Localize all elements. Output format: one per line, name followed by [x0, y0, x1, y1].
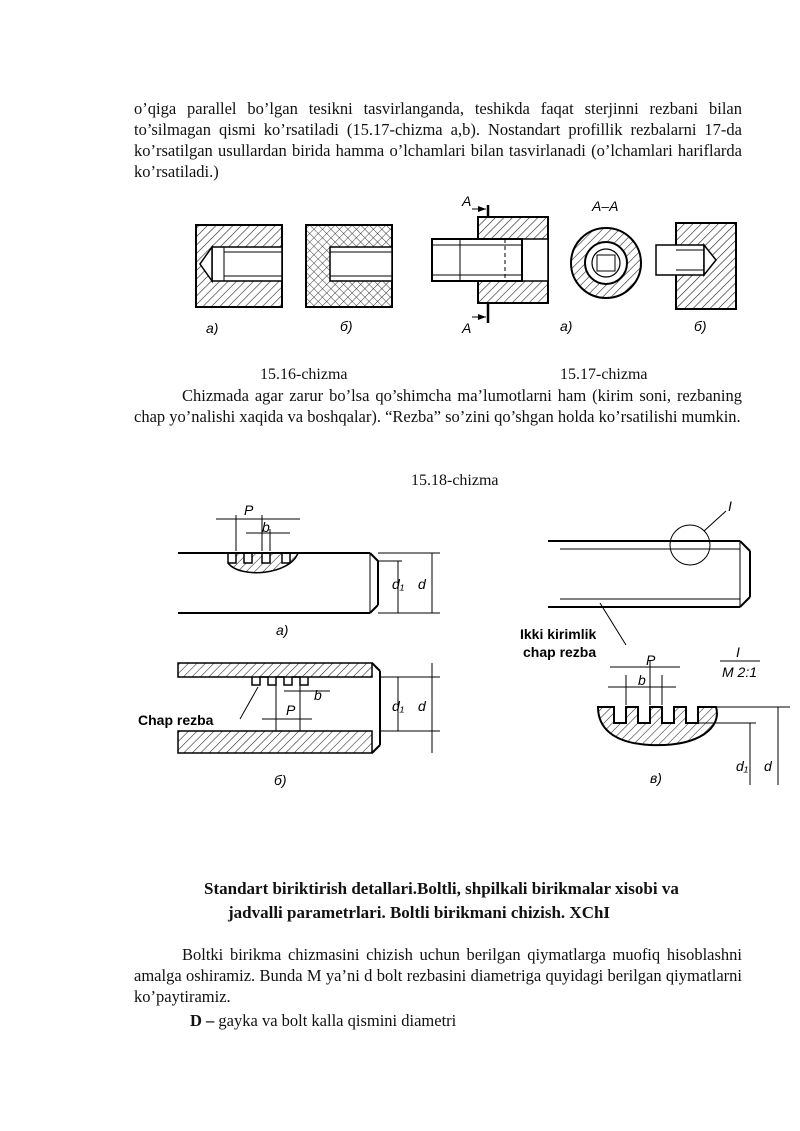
paragraph-3: Boltki birikma chizmasini chizish uchun berilgan qiymatlarga muofiq hisoblashni amalga oshiramiz. Bunda M ya’ni d bolt rezbasini diametriga quyidagi berilgan qiymatlarni ko’paytiramiz.: [134, 945, 742, 1006]
paragraph-4: [134, 1010, 742, 1031]
label-b-1: б): [340, 318, 353, 334]
caption-15-17: 15.17-chizma: [560, 366, 648, 383]
paragraph-2: Chizmada agar zarur bo’lsa qo’shimcha ma’lumotlarni ham (kirim soni, rezbaning chap yo’nalishi xaqida va boshqalar). “Rezba” so’zini qo’shgan holda ko’rsatilishi mumkin.: [134, 386, 742, 426]
section-title: A–A: [592, 198, 619, 214]
label-v: в): [650, 770, 662, 786]
d-label-v: d: [764, 758, 772, 774]
paragraph-1: o’qiga parallel bo’lgan tesikni tasvirlanganda, teshikda faqat sterjinni rezbani bilan to’silmagan qismi ko’rsatiladi (15.17-chizma a,b). Nostandart profillik rezbalarni 17-da ko’rsatilgan usullardan birida hamma o’lchamlari bilan tasvirlanadi (o’lchamlari hariflarda ko’rsatiladi.): [134, 99, 742, 181]
figure-15-16-15-17: [0, 195, 800, 335]
width-label-v: b: [638, 672, 646, 688]
d-term: D –: [190, 1011, 215, 1030]
fig-15-16-a: [196, 225, 282, 307]
width-label-a: b: [262, 519, 270, 535]
fig-15-18-b: [138, 663, 440, 788]
ikki-kirimlik-line1: Ikki kirimlik: [520, 626, 597, 642]
d-label-b: d: [418, 698, 426, 714]
caption-15-18: 15.18-chizma: [411, 472, 499, 489]
detail-mark-top: I: [728, 498, 732, 514]
fig-15-17-b: [656, 223, 736, 309]
label-b-3: б): [274, 772, 287, 788]
d1-label-a: d₁: [392, 576, 405, 592]
figure-15-18: [0, 495, 800, 795]
d-label-a: d: [418, 576, 426, 592]
heading-line-1: Standart biriktirish detallari.Boltli, shpilkali birikmalar xisobi va: [204, 879, 679, 898]
width-label-b: b: [314, 687, 322, 703]
label-a-1: a): [206, 320, 219, 335]
pitch-label-v: P: [646, 652, 656, 668]
section-mark-top: A: [462, 195, 472, 209]
detail-mark: I: [736, 644, 740, 660]
scale-label: M 2:1: [722, 664, 758, 680]
label-a-3: a): [276, 622, 289, 638]
section-mark-bottom: A: [462, 320, 472, 335]
fig-15-18-a: [178, 502, 440, 638]
pitch-label-a: P: [244, 502, 254, 518]
fig-15-16-b: [306, 225, 392, 307]
label-a-2: a): [560, 318, 573, 334]
chap-rezba-label: Chap rezba: [138, 712, 214, 728]
d-definition: gayka va bolt kalla qismini diametri: [214, 1011, 457, 1030]
fig-15-17-a: [432, 195, 548, 335]
d1-label-v: d₁: [736, 758, 749, 774]
ikki-kirimlik-line2: chap rezba: [523, 644, 597, 660]
caption-15-16: 15.16-chizma: [260, 366, 348, 383]
heading-line-2: jadvalli parametrlari. Boltli birikmani chizish. XChI: [228, 903, 611, 922]
label-b-2: б): [694, 318, 707, 334]
section-a-a: [571, 198, 641, 298]
d1-label-b: d₁: [392, 698, 405, 714]
pitch-label-b: P: [286, 702, 296, 718]
fig-15-18-v: [598, 644, 790, 786]
fig-15-18-shaft-detail: [520, 498, 750, 660]
